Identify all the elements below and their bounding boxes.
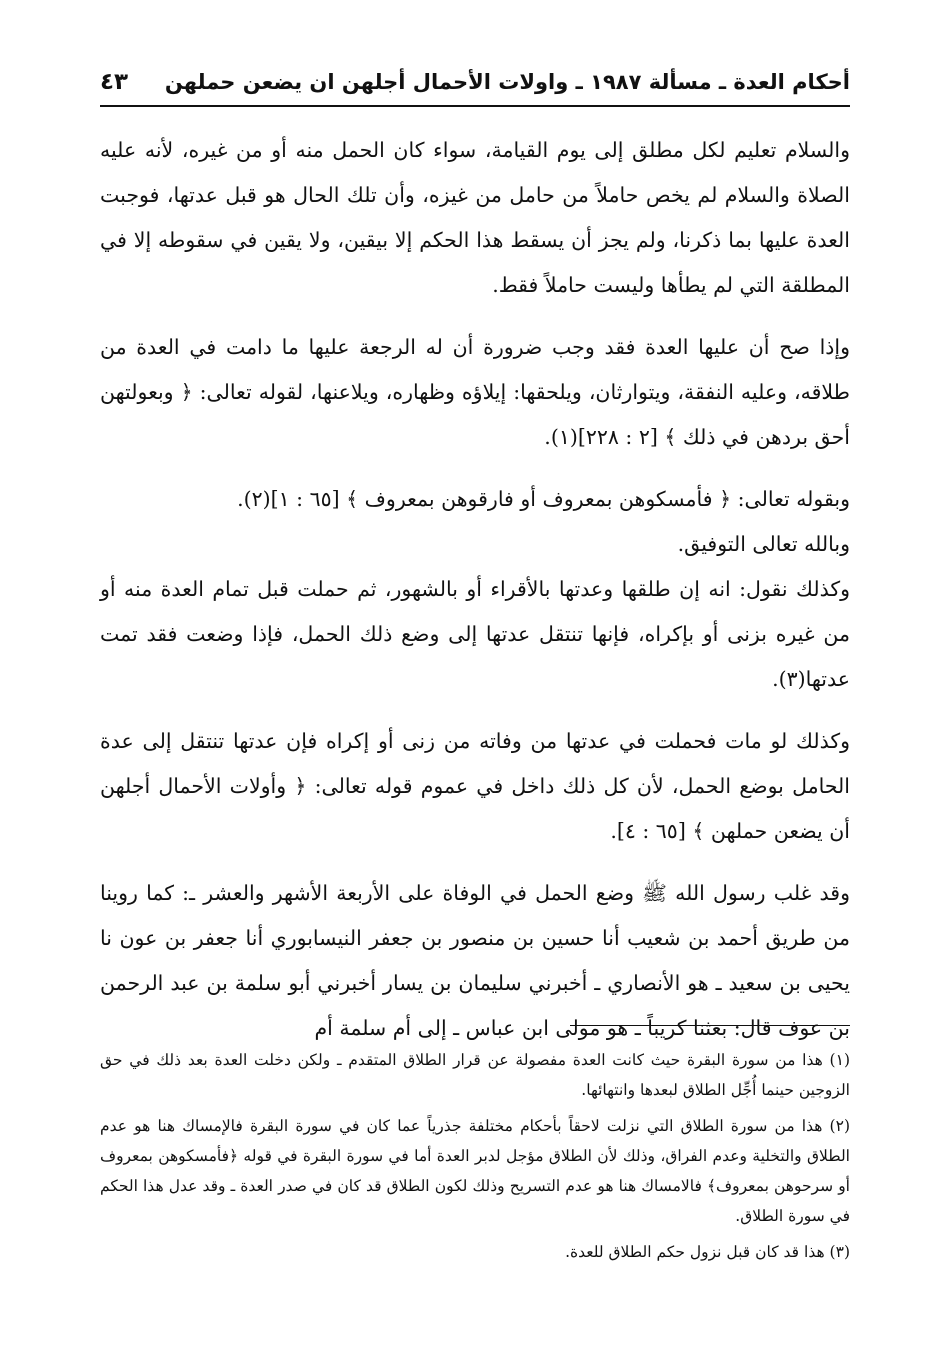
footnotes [100,1045,850,1267]
paragraph: وبقوله تعالى: ﴿ فأمسكوهن بمعروف أو فارقوهن بمعروف ﴾ [٦٥ : ١](٢). [237,487,850,511]
paragraph: والسلام تعليم لكل مطلق إلى يوم القيامة، سواء كان الحمل منه أو من غيره، لأنه عليه الصلاة والسلام لم يخص حاملاً من حامل من غيزه، وأن تلك الحال هو قبل عدتها، فوجبت العدة عليها بما ذكرنا، ولم يجز أن يسقط هذا الحكم إلا بيقين، ولا يقين في سقوطه إلا في المطلقة التي لم يطأها وليست حاملاً فقط. [100,138,850,297]
footnote: (١) هذا من سورة البقرة حيث كانت العدة مفصولة عن قرار الطلاق المتقدم ـ ولكن دخلت العدة بعد ذلك في حق الزوجين حينما أُجِّل الطلاق لبعدها وانتهائها. [100,1051,850,1099]
running-title: أحكام العدة ـ مسألة ١٩٨٧ ـ واولات الأحمال أجلهن ان يضعن حملهن [164,70,850,94]
paragraph: وكذلك نقول: انه إن طلقها وعدتها بالأقراء أو بالشهور، ثم حملت قبل تمام العدة منه أو من غيره بزنى أو بإكراه، فإنها تنتقل عدتها إلى وضع ذلك الحمل، فإذا وضعت فقد تمت عدتها(٣). [100,577,850,691]
footnote: (٣) هذا قد كان قبل نزول حكم الطلاق للعدة. [565,1243,850,1261]
paragraph: وقد غلب رسول الله ﷺ وضع الحمل في الوفاة على الأربعة الأشهر والعشر ـ: كما روينا من طريق أحمد بن شعيب أنا حسين بن منصور بن جعفر النيسابوري أنا جعفر بن عون نا يحيى بن سعيد ـ هو الأنصاري ـ أخبرني سليمان بن يسار أخبرني أبو سلمة بن عبد الرحمن بن عوف قال: بعثنا كريباً ـ هو مولى ابن عباس ـ إلى أم سلمة أم [100,881,850,1040]
paragraph: وكذلك لو مات فحملت في عدتها من وفاته من زنى أو إكراه فإن عدتها تنتقل إلى عدة الحامل بوضع الحمل، لأن كل ذلك داخل في عموم قوله تعالى: ﴿ وأولات الأحمال أجلهن أن يضعن حملهن ﴾ [٦٥ : ٤]. [100,729,850,843]
paragraph: وإذا صح أن عليها العدة فقد وجب ضرورة أن له الرجعة عليها ما دامت في العدة من طلاقه، وعليه النفقة، ويتوارثان، ويلحقها: إيلاؤه وظهاره، ويلاعنها، لقوله تعالى: ﴿ وبعولتهن أحق بردهن في ذلك ﴾ [٢ : ٢٢٨](١). [100,335,850,449]
page-header [100,62,850,102]
page-number: ٤٣ [100,69,129,95]
header-rule [100,105,850,107]
footnote: (٢) هذا من سورة الطلاق التي نزلت لاحقاً بأحكام مختلفة جذرياً عما كان في سورة البقرة فالإمساك هنا هو عدم الطلاق والتخلية وعدم الفراق، وذلك لأن الطلاق مؤجل لدبر العدة أما في سورة البقرة في قوله ﴿فأمسكوهن بمعروف أو سرحوهن بمعروف﴾ فالامساك هنا هو عدم التسريح وذلك لكون الطلاق قد كان في صدر العدة ـ وقد عدل هذا الحكم في سورة الطلاق. [100,1117,850,1225]
main-text [100,128,850,1068]
footnote-rule [570,1025,850,1026]
paragraph: وبالله تعالى التوفيق. [677,532,850,556]
